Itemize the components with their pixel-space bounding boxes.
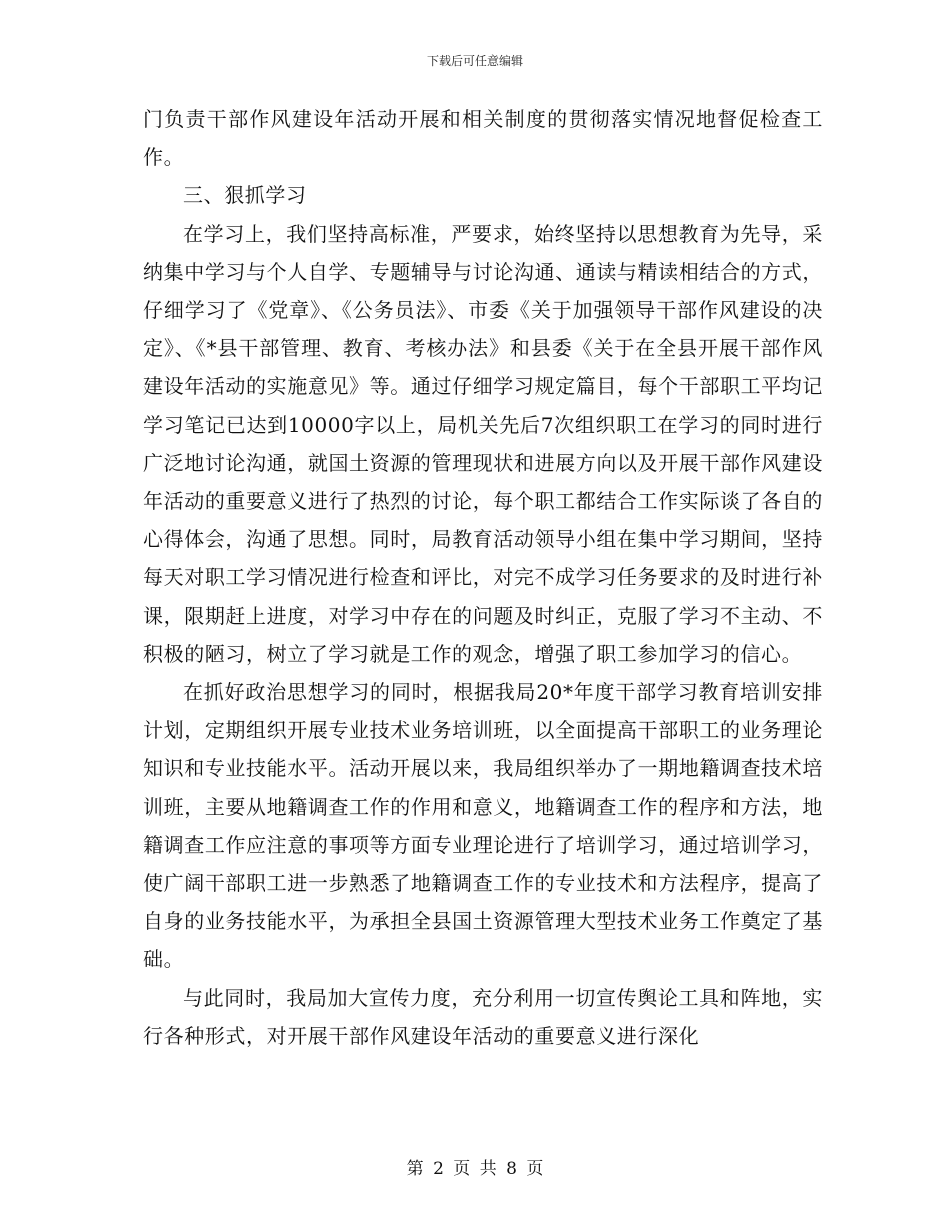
section-heading: 三、狠抓学习	[183, 183, 307, 208]
paragraph-training: 在抓好政治思想学习的同时，根据我局20*年度干部学习教育培训安排计划，定期组织开展专业技术业务培训班，以全面提高干部职工的业务理论知识和专业技能水平。活动开展以来，我局组织举办了一期地籍调查技术培训班，主要从地籍调查工作的作用和意义，地籍调查工作的程序和方法，地籍调查工作应注意的事项等方面专业理论进行了培训学习，通过培训学习，使广阔干部职工进一步熟悉了地籍调查工作的专业技术和方法程序，提高了自身的业务技能水平，为承担全县国土资源管理大型技术业务工作奠定了基础。	[143, 680, 823, 972]
page-number-footer: 第 2 页 共 8 页	[406, 1159, 544, 1179]
paragraph-study: 在学习上，我们坚持高标准，严要求，始终坚持以思想教育为先导，采纳集中学习与个人自学、专题辅导与讨论沟通、通读与精读相结合的方式，仔细学习了《党章》、《公务员法》、市委《关于加强领导干部作风建设的决定》、《*县干部管理、教育、考核办法》和县委《关于在全县开展干部作风建设年活动的实施意见》等。通过仔细学习规定篇目，每个干部职工平均记学习笔记已达到10000字以上，局机关先后7次组织职工在学习的同时进行广泛地讨论沟通，就国土资源的管理现状和进展方向以及开展干部作风建设年活动的重要意义进行了热烈的讨论，每个职工都结合工作实际谈了各自的心得体会，沟通了思想。同时，局教育活动领导小组在集中学习期间，坚持每天对职工学习情况进行检查和评比，对完不成学习任务要求的及时进行补课，限期赶上进度，对学习中存在的问题及时纠正，克服了学习不主动、不积极的陋习，树立了学习就是工作的观念，增强了职工参加学习的信心。	[143, 221, 823, 666]
page-header: 下载后可任意编辑	[426, 54, 523, 68]
paragraph-publicity: 与此同时，我局加大宣传力度，充分利用一切宣传舆论工具和阵地，实行各种形式，对开展干部作风建设年活动的重要意义进行深化	[143, 985, 823, 1048]
paragraph-continuation: 门负责干部作风建设年活动开展和相关制度的贯彻落实情况地督促检查工作。	[143, 107, 823, 170]
document-body	[143, 100, 823, 1055]
